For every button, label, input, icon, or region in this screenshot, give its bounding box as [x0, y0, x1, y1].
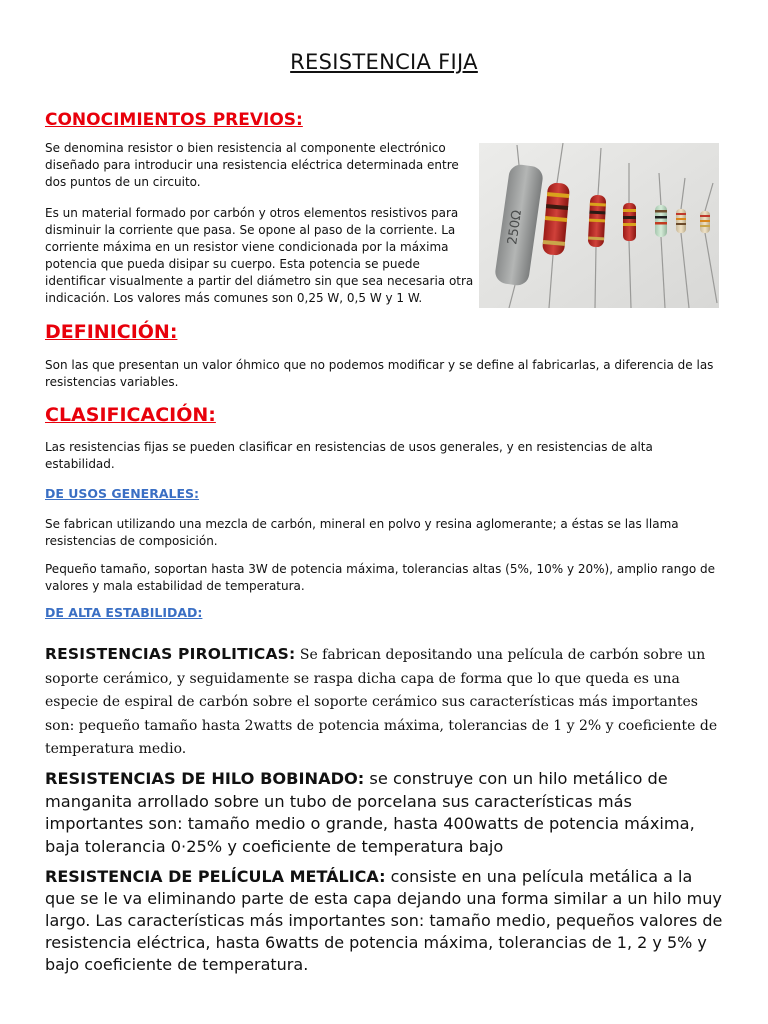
- resistor-marking-label: 250Ω: [505, 209, 525, 246]
- text-hilo-bobinado: se construye con un hilo metálico de manganita arrollado sobre un tubo de porcelana sus características más importantes son: tamaño medio o grande, hasta 400watts de potencia máxima, baja tolerancia 0·25% y coeficiente de temperatura bajo: [45, 769, 695, 856]
- subheading-usos-generales: DE USOS GENERALES:: [45, 486, 200, 501]
- page-title: RESISTENCIA FIJA: [290, 50, 478, 74]
- paragraph-resistor-definition: Se denomina resistor o bien resistencia al componente electrónico diseñado para introducir una resistencia eléctrica determinada entre dos puntos de un circuito.: [45, 141, 459, 189]
- paragraph-resistor-material: Es un material formado por carbón y otros elementos resistivos para disminuir la corriente que pasa. Se opone al paso de la corriente. La corriente máxima en un resistor viene condicionada por la máxima potencia que pueda disipar su cuerpo. Esta potencia se puede identificar visualmente a partir del diámetro sin que sea necesaria otra indicación. Los valores más comunes son 0,25 W, 0,5 W y 1 W.: [45, 206, 474, 305]
- paragraph-clasificacion: Las resistencias fijas se pueden clasificar en resistencias de usos generales, y en resistencias de alta estabilidad.: [45, 440, 653, 471]
- paragraph-piroliticas: [45, 643, 725, 762]
- lead-piroliticas: RESISTENCIAS PIROLITICAS:: [45, 645, 296, 663]
- paragraph-hilo-bobinado: [45, 768, 725, 858]
- paragraph-usos-generales-fabricacion: Se fabrican utilizando una mezcla de carbón, mineral en polvo y resina aglomerante; a éstas se las llama resistencias de composición.: [45, 517, 679, 548]
- paragraph-usos-generales-caracteristicas: Pequeño tamaño, soportan hasta 3W de potencia máxima, tolerancias altas (5%, 10% y 20%), amplio rango de valores y mala estabilidad de temperatura.: [45, 562, 716, 593]
- heading-clasificacion: CLASIFICACIÓN:: [45, 404, 216, 426]
- resistors-illustration: [479, 143, 719, 308]
- text-piroliticas: Se fabrican depositando una película de carbón sobre un soporte cerámico, y seguidamente se raspa dicha capa de forma que lo que queda es una especie de espiral de carbón sobre el soporte cerámico sus características más importantes son: pequeño tamaño hasta 2watts de potencia máxima, tolerancias de 1 y 2% y coeficiente de temperatura medio.: [45, 647, 718, 757]
- heading-conocimientos-previos: CONOCIMIENTOS PREVIOS:: [45, 110, 303, 130]
- lead-hilo-bobinado: RESISTENCIAS DE HILO BOBINADO:: [45, 769, 365, 788]
- resistors-photo: [479, 143, 719, 308]
- paragraph-definicion: Son las que presentan un valor óhmico que no podemos modificar y se define al fabricarlas, a diferencia de las resistencias variables.: [45, 358, 714, 389]
- text-pelicula-metalica: consiste en una película metálica a la que se le va eliminando parte de esta capa dejando una forma similar a un hilo muy largo. Las características más importantes son: tamaño medio, pequeños valores de resistencia eléctrica, hasta 6watts de potencia máxima, tolerancias de 1, 2 y 5% y bajo coeficiente de temperatura.: [45, 867, 723, 974]
- subheading-alta-estabilidad: DE ALTA ESTABILIDAD:: [45, 605, 203, 620]
- paragraph-pelicula-metalica: [45, 866, 725, 976]
- lead-pelicula-metalica: RESISTENCIA DE PELÍCULA METÁLICA:: [45, 867, 386, 886]
- heading-definicion: DEFINICIÓN:: [45, 321, 178, 343]
